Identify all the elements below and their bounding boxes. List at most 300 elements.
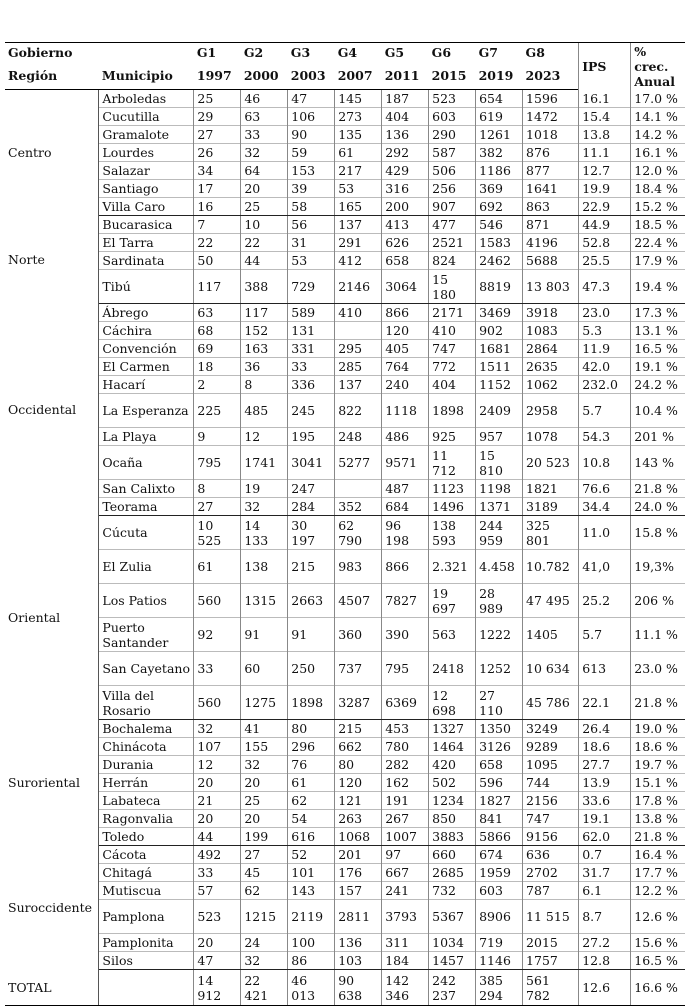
value-cell: 11 515 — [523, 900, 579, 934]
value-cell: 62 — [241, 882, 288, 900]
table-row — [5, 446, 685, 480]
value-cell: 201 — [335, 846, 382, 864]
table-row — [5, 322, 685, 340]
value-cell: 20 — [194, 810, 241, 828]
value-cell: 2864 — [523, 340, 579, 358]
municipio-cell: Chitagá — [99, 864, 194, 882]
value-cell: 32 — [194, 720, 241, 738]
value-cell: 145 — [335, 90, 382, 108]
value-cell: 61 — [194, 550, 241, 584]
table-row — [5, 144, 685, 162]
value-cell: 136 — [335, 934, 382, 952]
value-cell: 157 — [335, 882, 382, 900]
ips-cell: 76.6 — [579, 480, 631, 498]
municipio-cell: La Esperanza — [99, 394, 194, 428]
value-cell: 32 — [241, 952, 288, 970]
value-cell: 52 — [288, 846, 335, 864]
g-header: G5 — [382, 43, 429, 63]
value-cell: 244 959 — [476, 516, 523, 550]
value-cell: 90 — [288, 126, 335, 144]
value-cell: 3189 — [523, 498, 579, 516]
value-cell: 3918 — [523, 304, 579, 322]
total-value-cell: 90 638 — [335, 970, 382, 1006]
value-cell: 8 — [241, 376, 288, 394]
table-row — [5, 756, 685, 774]
value-cell: 4.458 — [476, 550, 523, 584]
value-cell: 97 — [382, 846, 429, 864]
ips-cell: 27.2 — [579, 934, 631, 952]
municipio-cell: Ocaña — [99, 446, 194, 480]
total-value-cell: 561 782 — [523, 970, 579, 1006]
value-cell: 28 989 — [476, 584, 523, 618]
value-cell: 866 — [382, 550, 429, 584]
value-cell: 1405 — [523, 618, 579, 652]
table-row — [5, 738, 685, 756]
municipio-cell: Villa del Rosario — [99, 686, 194, 720]
ips-cell: 8.7 — [579, 900, 631, 934]
value-cell: 16 — [194, 198, 241, 216]
municipio-cell: Puerto Santander — [99, 618, 194, 652]
region-group — [5, 516, 685, 720]
value-cell: 63 — [241, 108, 288, 126]
value-cell: 2119 — [288, 900, 335, 934]
value-cell: 62 790 — [335, 516, 382, 550]
value-cell: 33 — [288, 358, 335, 376]
crec-cell: 206 % — [631, 584, 685, 618]
value-cell: 63 — [194, 304, 241, 322]
value-cell: 285 — [335, 358, 382, 376]
value-cell: 45 — [241, 864, 288, 882]
municipio-cell: Arboledas — [102, 91, 167, 106]
value-cell: 902 — [476, 322, 523, 340]
total-label: TOTAL — [5, 970, 99, 1006]
municipio-cell: Teorama — [99, 498, 194, 516]
value-cell: 626 — [382, 234, 429, 252]
value-cell: 684 — [382, 498, 429, 516]
value-cell: 217 — [335, 162, 382, 180]
value-cell: 1252 — [476, 652, 523, 686]
value-cell: 245 — [288, 394, 335, 428]
crec-cell: 21.8 % — [631, 828, 685, 846]
crec-cell: 17.3 % — [631, 304, 685, 322]
municipio-cell: Convención — [99, 340, 194, 358]
g-header: G1 — [194, 43, 241, 63]
value-cell: 200 — [382, 198, 429, 216]
table-row — [5, 952, 685, 970]
value-cell: 1596 — [523, 90, 579, 108]
value-cell: 59 — [288, 144, 335, 162]
value-cell: 6369 — [382, 686, 429, 720]
table-row — [5, 900, 685, 934]
value-cell: 61 — [335, 144, 382, 162]
data-table-container — [5, 42, 685, 1006]
value-cell: 290 — [429, 126, 476, 144]
crec-cell: 15.6 % — [631, 934, 685, 952]
ips-cell: 25.2 — [579, 584, 631, 618]
value-cell: 1123 — [429, 480, 476, 498]
municipio-cell: El Zulia — [99, 550, 194, 584]
value-cell: 486 — [382, 428, 429, 446]
value-cell: 137 — [335, 216, 382, 234]
value-cell: 764 — [382, 358, 429, 376]
value-cell: 80 — [335, 756, 382, 774]
crec-cell: 17.8 % — [631, 792, 685, 810]
value-cell: 248 — [335, 428, 382, 446]
value-cell: 26 — [194, 144, 241, 162]
value-cell: 27 110 — [476, 686, 523, 720]
value-cell: 20 — [194, 774, 241, 792]
value-cell: 91 — [241, 618, 288, 652]
municipio-cell: Sardinata — [99, 252, 194, 270]
value-cell: 10 634 — [523, 652, 579, 686]
value-cell: 2462 — [476, 252, 523, 270]
ips-cell: 33.6 — [579, 792, 631, 810]
table-row — [5, 198, 685, 216]
crec-cell: 201 % — [631, 428, 685, 446]
ips-cell: 54.3 — [579, 428, 631, 446]
table-row — [5, 216, 685, 234]
value-cell: 14 133 — [241, 516, 288, 550]
value-cell: 546 — [476, 216, 523, 234]
value-cell: 877 — [523, 162, 579, 180]
value-cell: 866 — [382, 304, 429, 322]
value-cell: 56 — [288, 216, 335, 234]
value-cell: 1457 — [429, 952, 476, 970]
value-cell: 25 — [241, 792, 288, 810]
value-cell: 20 — [241, 810, 288, 828]
value-cell: 9156 — [523, 828, 579, 846]
value-cell: 841 — [476, 810, 523, 828]
municipio-cell: Hacarí — [99, 376, 194, 394]
municipio-cell: Salazar — [99, 162, 194, 180]
value-cell: 135 — [335, 126, 382, 144]
value-cell: 3249 — [523, 720, 579, 738]
value-cell: 3469 — [476, 304, 523, 322]
value-cell: 25 — [194, 90, 241, 108]
ips-cell: 5.7 — [579, 394, 631, 428]
value-cell: 143 — [288, 882, 335, 900]
value-cell: 589 — [288, 304, 335, 322]
ips-cell: 47.3 — [579, 270, 631, 304]
value-cell: 523 — [194, 900, 241, 934]
value-cell: 382 — [476, 144, 523, 162]
ips-cell: 31.7 — [579, 864, 631, 882]
value-cell: 1371 — [476, 498, 523, 516]
value-cell: 2015 — [523, 934, 579, 952]
year-header: 2019 — [476, 62, 523, 90]
value-cell: 1062 — [523, 376, 579, 394]
value-cell: 3064 — [382, 270, 429, 304]
value-cell: 176 — [335, 864, 382, 882]
value-cell: 20 523 — [523, 446, 579, 480]
value-cell: 33 — [194, 652, 241, 686]
municipio-cell: Cáchira — [99, 322, 194, 340]
year-header: 2000 — [241, 62, 288, 90]
value-cell: 15 180 — [429, 270, 476, 304]
value-cell: 563 — [429, 618, 476, 652]
value-cell: 5277 — [335, 446, 382, 480]
ips-cell: 232.0 — [579, 376, 631, 394]
value-cell: 732 — [429, 882, 476, 900]
table-row — [5, 252, 685, 270]
value-cell: 120 — [335, 774, 382, 792]
table-row — [5, 516, 685, 550]
table-row — [5, 774, 685, 792]
value-cell: 27 — [241, 846, 288, 864]
value-cell: 27 — [194, 498, 241, 516]
crec-cell: 23.0 % — [631, 652, 685, 686]
value-cell: 22 — [194, 234, 241, 252]
value-cell: 9 — [194, 428, 241, 446]
value-cell: 2409 — [476, 394, 523, 428]
value-cell: 199 — [241, 828, 288, 846]
crec-cell: 14.1 % — [631, 108, 685, 126]
ips-cell: 41,0 — [579, 550, 631, 584]
value-cell: 30 197 — [288, 516, 335, 550]
value-cell: 3793 — [382, 900, 429, 934]
value-cell: 8819 — [476, 270, 523, 304]
value-cell: 291 — [335, 234, 382, 252]
crec-cell: 17.7 % — [631, 864, 685, 882]
value-cell: 1222 — [476, 618, 523, 652]
table-row — [5, 304, 685, 322]
value-cell: 523 — [429, 90, 476, 108]
ips-cell: 11.9 — [579, 340, 631, 358]
value-cell: 92 — [194, 618, 241, 652]
value-cell: 86 — [288, 952, 335, 970]
value-cell: 32 — [241, 144, 288, 162]
value-cell: 413 — [382, 216, 429, 234]
value-cell: 487 — [382, 480, 429, 498]
table-row — [5, 792, 685, 810]
value-cell: 215 — [288, 550, 335, 584]
value-cell: 1511 — [476, 358, 523, 376]
value-cell: 502 — [429, 774, 476, 792]
value-cell: 2685 — [429, 864, 476, 882]
value-cell: 603 — [429, 108, 476, 126]
crec-cell: 15.8 % — [631, 516, 685, 550]
value-cell: 32 — [241, 756, 288, 774]
municipio-cell: Ragonvalia — [99, 810, 194, 828]
table-row — [5, 652, 685, 686]
value-cell: 674 — [476, 846, 523, 864]
value-cell: 360 — [335, 618, 382, 652]
value-cell: 429 — [382, 162, 429, 180]
municipio-cell: El Carmen — [99, 358, 194, 376]
value-cell: 780 — [382, 738, 429, 756]
value-cell: 1083 — [523, 322, 579, 340]
region-group — [5, 90, 685, 216]
gobierno-header: Gobierno — [5, 43, 99, 63]
value-cell: 957 — [476, 428, 523, 446]
value-cell: 282 — [382, 756, 429, 774]
ips-cell: 10.8 — [579, 446, 631, 480]
ips-cell: 15.4 — [579, 108, 631, 126]
municipio-cell: San Cayetano — [99, 652, 194, 686]
value-cell: 1261 — [476, 126, 523, 144]
value-cell: 131 — [288, 322, 335, 340]
value-cell: 616 — [288, 828, 335, 846]
region-label: Occidental — [5, 304, 99, 516]
value-cell: 1186 — [476, 162, 523, 180]
g-header: G7 — [476, 43, 523, 63]
value-cell: 8906 — [476, 900, 523, 934]
crec-cell: 15.2 % — [631, 198, 685, 216]
value-cell: 34 — [194, 162, 241, 180]
table-row — [5, 90, 685, 108]
crec-cell: 10.4 % — [631, 394, 685, 428]
region-group — [5, 846, 685, 970]
value-cell: 596 — [476, 774, 523, 792]
value-cell: 3126 — [476, 738, 523, 756]
ips-cell: 13.9 — [579, 774, 631, 792]
value-cell: 603 — [476, 882, 523, 900]
value-cell: 20 — [241, 180, 288, 198]
value-cell: 5688 — [523, 252, 579, 270]
value-cell: 25 — [241, 198, 288, 216]
municipio-cell: Cucutilla — [99, 108, 194, 126]
value-cell: 1078 — [523, 428, 579, 446]
value-cell: 19 697 — [429, 584, 476, 618]
value-cell: 1583 — [476, 234, 523, 252]
value-cell: 390 — [382, 618, 429, 652]
crec-cell: 17.9 % — [631, 252, 685, 270]
g-header: G2 — [241, 43, 288, 63]
value-cell: 41 — [241, 720, 288, 738]
value-cell: 22 — [241, 234, 288, 252]
value-cell — [335, 322, 382, 340]
value-cell: 795 — [382, 652, 429, 686]
value-cell: 36 — [241, 358, 288, 376]
value-cell: 506 — [429, 162, 476, 180]
value-cell: 21 — [194, 792, 241, 810]
value-cell: 121 — [335, 792, 382, 810]
municipio-cell: Los Patios — [99, 584, 194, 618]
value-cell: 1198 — [476, 480, 523, 498]
value-cell: 492 — [194, 846, 241, 864]
municipio-cell: Herrán — [99, 774, 194, 792]
value-cell: 2156 — [523, 792, 579, 810]
value-cell: 13 803 — [523, 270, 579, 304]
g-header: G4 — [335, 43, 382, 63]
value-cell: 331 — [288, 340, 335, 358]
value-cell: 47 — [194, 952, 241, 970]
g-header: G3 — [288, 43, 335, 63]
value-cell: 2.321 — [429, 550, 476, 584]
ips-cell: 44.9 — [579, 216, 631, 234]
value-cell: 1350 — [476, 720, 523, 738]
value-cell: 19 — [241, 480, 288, 498]
ips-cell: 11.0 — [579, 516, 631, 550]
g-header: G6 — [429, 43, 476, 63]
municipio-cell: El Tarra — [99, 234, 194, 252]
table-row — [5, 498, 685, 516]
crec-cell: 19.7 % — [631, 756, 685, 774]
region-label: Suroccidente — [5, 846, 99, 970]
value-cell: 4507 — [335, 584, 382, 618]
value-cell: 744 — [523, 774, 579, 792]
municipio-cell: La Playa — [99, 428, 194, 446]
crec-cell: 19.0 % — [631, 720, 685, 738]
value-cell: 1034 — [429, 934, 476, 952]
value-cell: 69 — [194, 340, 241, 358]
value-cell: 273 — [335, 108, 382, 126]
value-cell: 45 786 — [523, 686, 579, 720]
value-cell: 225 — [194, 394, 241, 428]
value-cell: 325 801 — [523, 516, 579, 550]
ips-cell: 23.0 — [579, 304, 631, 322]
value-cell: 662 — [335, 738, 382, 756]
value-cell: 296 — [288, 738, 335, 756]
value-cell: 636 — [523, 846, 579, 864]
table-row — [5, 864, 685, 882]
value-cell: 120 — [382, 322, 429, 340]
value-cell: 284 — [288, 498, 335, 516]
municipio-cell: Chinácota — [99, 738, 194, 756]
table-row — [5, 882, 685, 900]
municipio-cell: Lourdes — [99, 144, 194, 162]
value-cell: 654 — [476, 90, 523, 108]
value-cell: 795 — [194, 446, 241, 480]
municipio-cell: Tibú — [99, 270, 194, 304]
value-cell: 7827 — [382, 584, 429, 618]
value-cell: 80 — [288, 720, 335, 738]
ips-cell: 5.3 — [579, 322, 631, 340]
total-row — [5, 970, 685, 1006]
year-header: 2007 — [335, 62, 382, 90]
crec-cell: 18.6 % — [631, 738, 685, 756]
ips-cell: 22.1 — [579, 686, 631, 720]
value-cell: 2635 — [523, 358, 579, 376]
year-header: 1997 — [194, 62, 241, 90]
ips-cell: 12.7 — [579, 162, 631, 180]
crec-cell: 21.8 % — [631, 480, 685, 498]
value-cell: 3041 — [288, 446, 335, 480]
value-cell: 27 — [194, 126, 241, 144]
value-cell: 58 — [288, 198, 335, 216]
value-cell: 91 — [288, 618, 335, 652]
value-cell: 295 — [335, 340, 382, 358]
value-cell: 1234 — [429, 792, 476, 810]
value-cell: 107 — [194, 738, 241, 756]
total-group — [5, 970, 685, 1006]
crec-cell: 11.1 % — [631, 618, 685, 652]
value-cell: 667 — [382, 864, 429, 882]
municipio-cell: Silos — [99, 952, 194, 970]
value-cell: 5866 — [476, 828, 523, 846]
table-row — [5, 394, 685, 428]
value-cell: 1464 — [429, 738, 476, 756]
value-cell: 138 593 — [429, 516, 476, 550]
table-row — [5, 810, 685, 828]
value-cell: 1821 — [523, 480, 579, 498]
value-cell: 100 — [288, 934, 335, 952]
total-value-cell: 385 294 — [476, 970, 523, 1006]
value-cell: 660 — [429, 846, 476, 864]
value-cell: 33 — [194, 864, 241, 882]
municipio-cell: Bochalema — [102, 721, 173, 736]
value-cell: 32 — [241, 498, 288, 516]
region-group — [5, 720, 685, 846]
value-cell: 1007 — [382, 828, 429, 846]
ips-cell: 11.1 — [579, 144, 631, 162]
municipio-cell: Santiago — [99, 180, 194, 198]
value-cell: 47 — [288, 90, 335, 108]
value-cell: 61 — [288, 774, 335, 792]
value-cell: 1898 — [429, 394, 476, 428]
crec-cell: 13.8 % — [631, 810, 685, 828]
value-cell: 2663 — [288, 584, 335, 618]
